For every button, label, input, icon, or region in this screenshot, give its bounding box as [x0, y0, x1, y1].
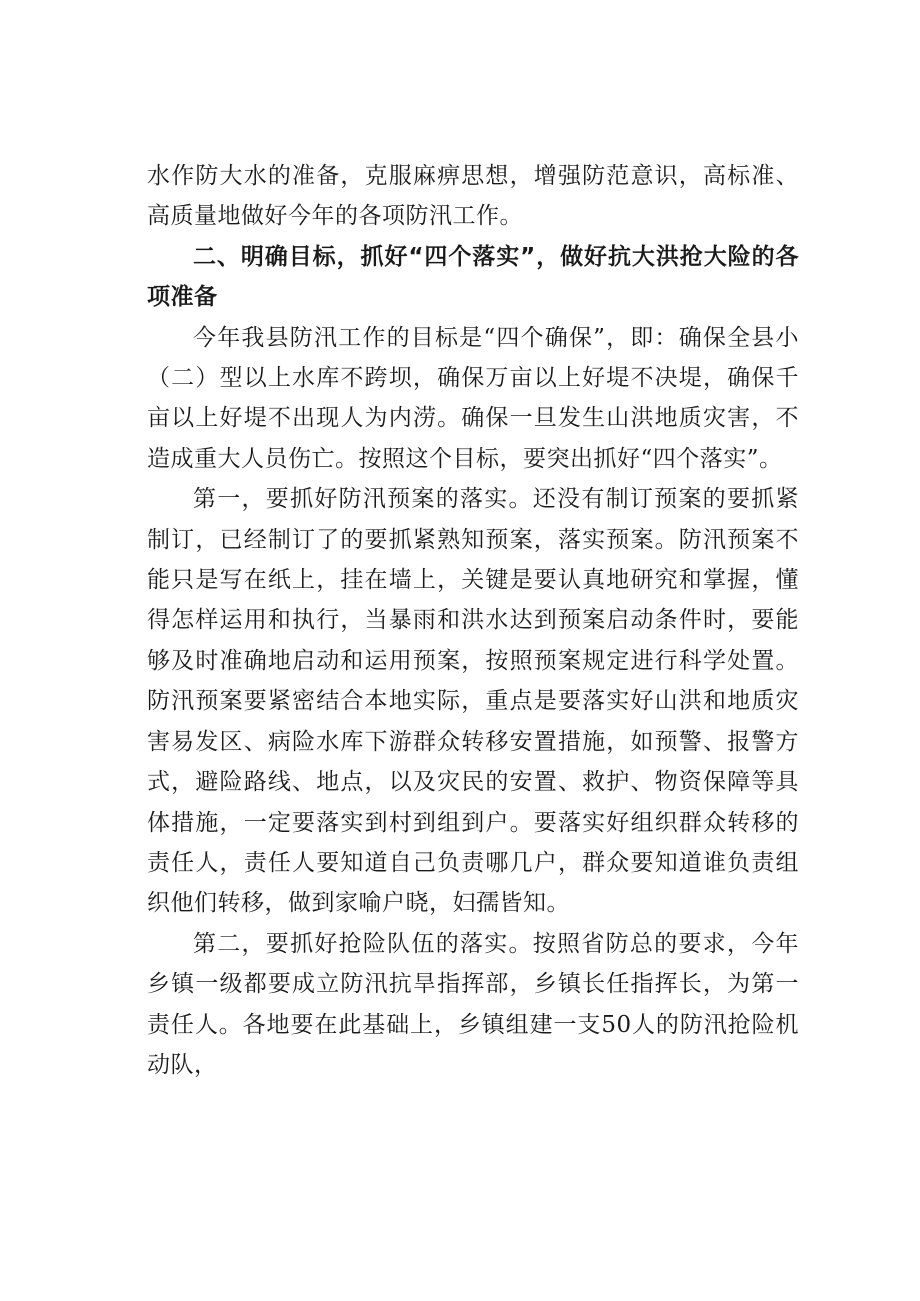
document-body — [147, 156, 799, 1085]
paragraph-first-point: 第一，要抓好防汛预案的落实。还没有制订预案的要抓紧制订，已经制订了的要抓紧熟知预案，落实预案。防汛预案不能只是写在纸上，挂在墙上，关键是要认真地研究和掌握，懂得怎样运用和执行，当暴雨和洪水达到预案启动条件时，要能够及时准确地启动和运用预案，按照预案规定进行科学处置。防汛预案要紧密结合本地实际，重点是要落实好山洪和地质灾害易发区、病险水库下游群众转移安置措施，如预警、报警方式，避险路线、地点，以及灾民的安置、救护、物资保障等具体措施，一定要落实到村到组到户。要落实好组织群众转移的责任人，责任人要知道自己负责哪几户，群众要知道谁负责组织他们转移，做到家喻户晓，妇孺皆知。 — [147, 486, 799, 917]
paragraph-second-point: 第二，要抓好抢险队伍的落实。按照省防总的要求，今年乡镇一级都要成立防汛抗旱指挥部，乡镇长任指挥长，为第一责任人。各地要在此基础上，乡镇组建一支50人的防汛抢险机动队， — [147, 930, 799, 1078]
section-heading: 二、明确目标，抓好“四个落实”，做好抗大洪抢大险的各项准备 — [147, 243, 799, 311]
paragraph-continuation: 水作防大水的准备，克服麻痹思想，增强防范意识，高标准、高质量地做好今年的各项防汛工作。 — [147, 163, 799, 230]
paragraph-goals: 今年我县防汛工作的目标是“四个确保”，即：确保全县小（二）型以上水库不跨坝，确保万亩以上好堤不决堤，确保千亩以上好堤不出现人为内涝。确保一旦发生山洪地质灾害，不造成重大人员伤亡。按照这个目标，要突出抓好“四个落实”。 — [147, 324, 799, 472]
